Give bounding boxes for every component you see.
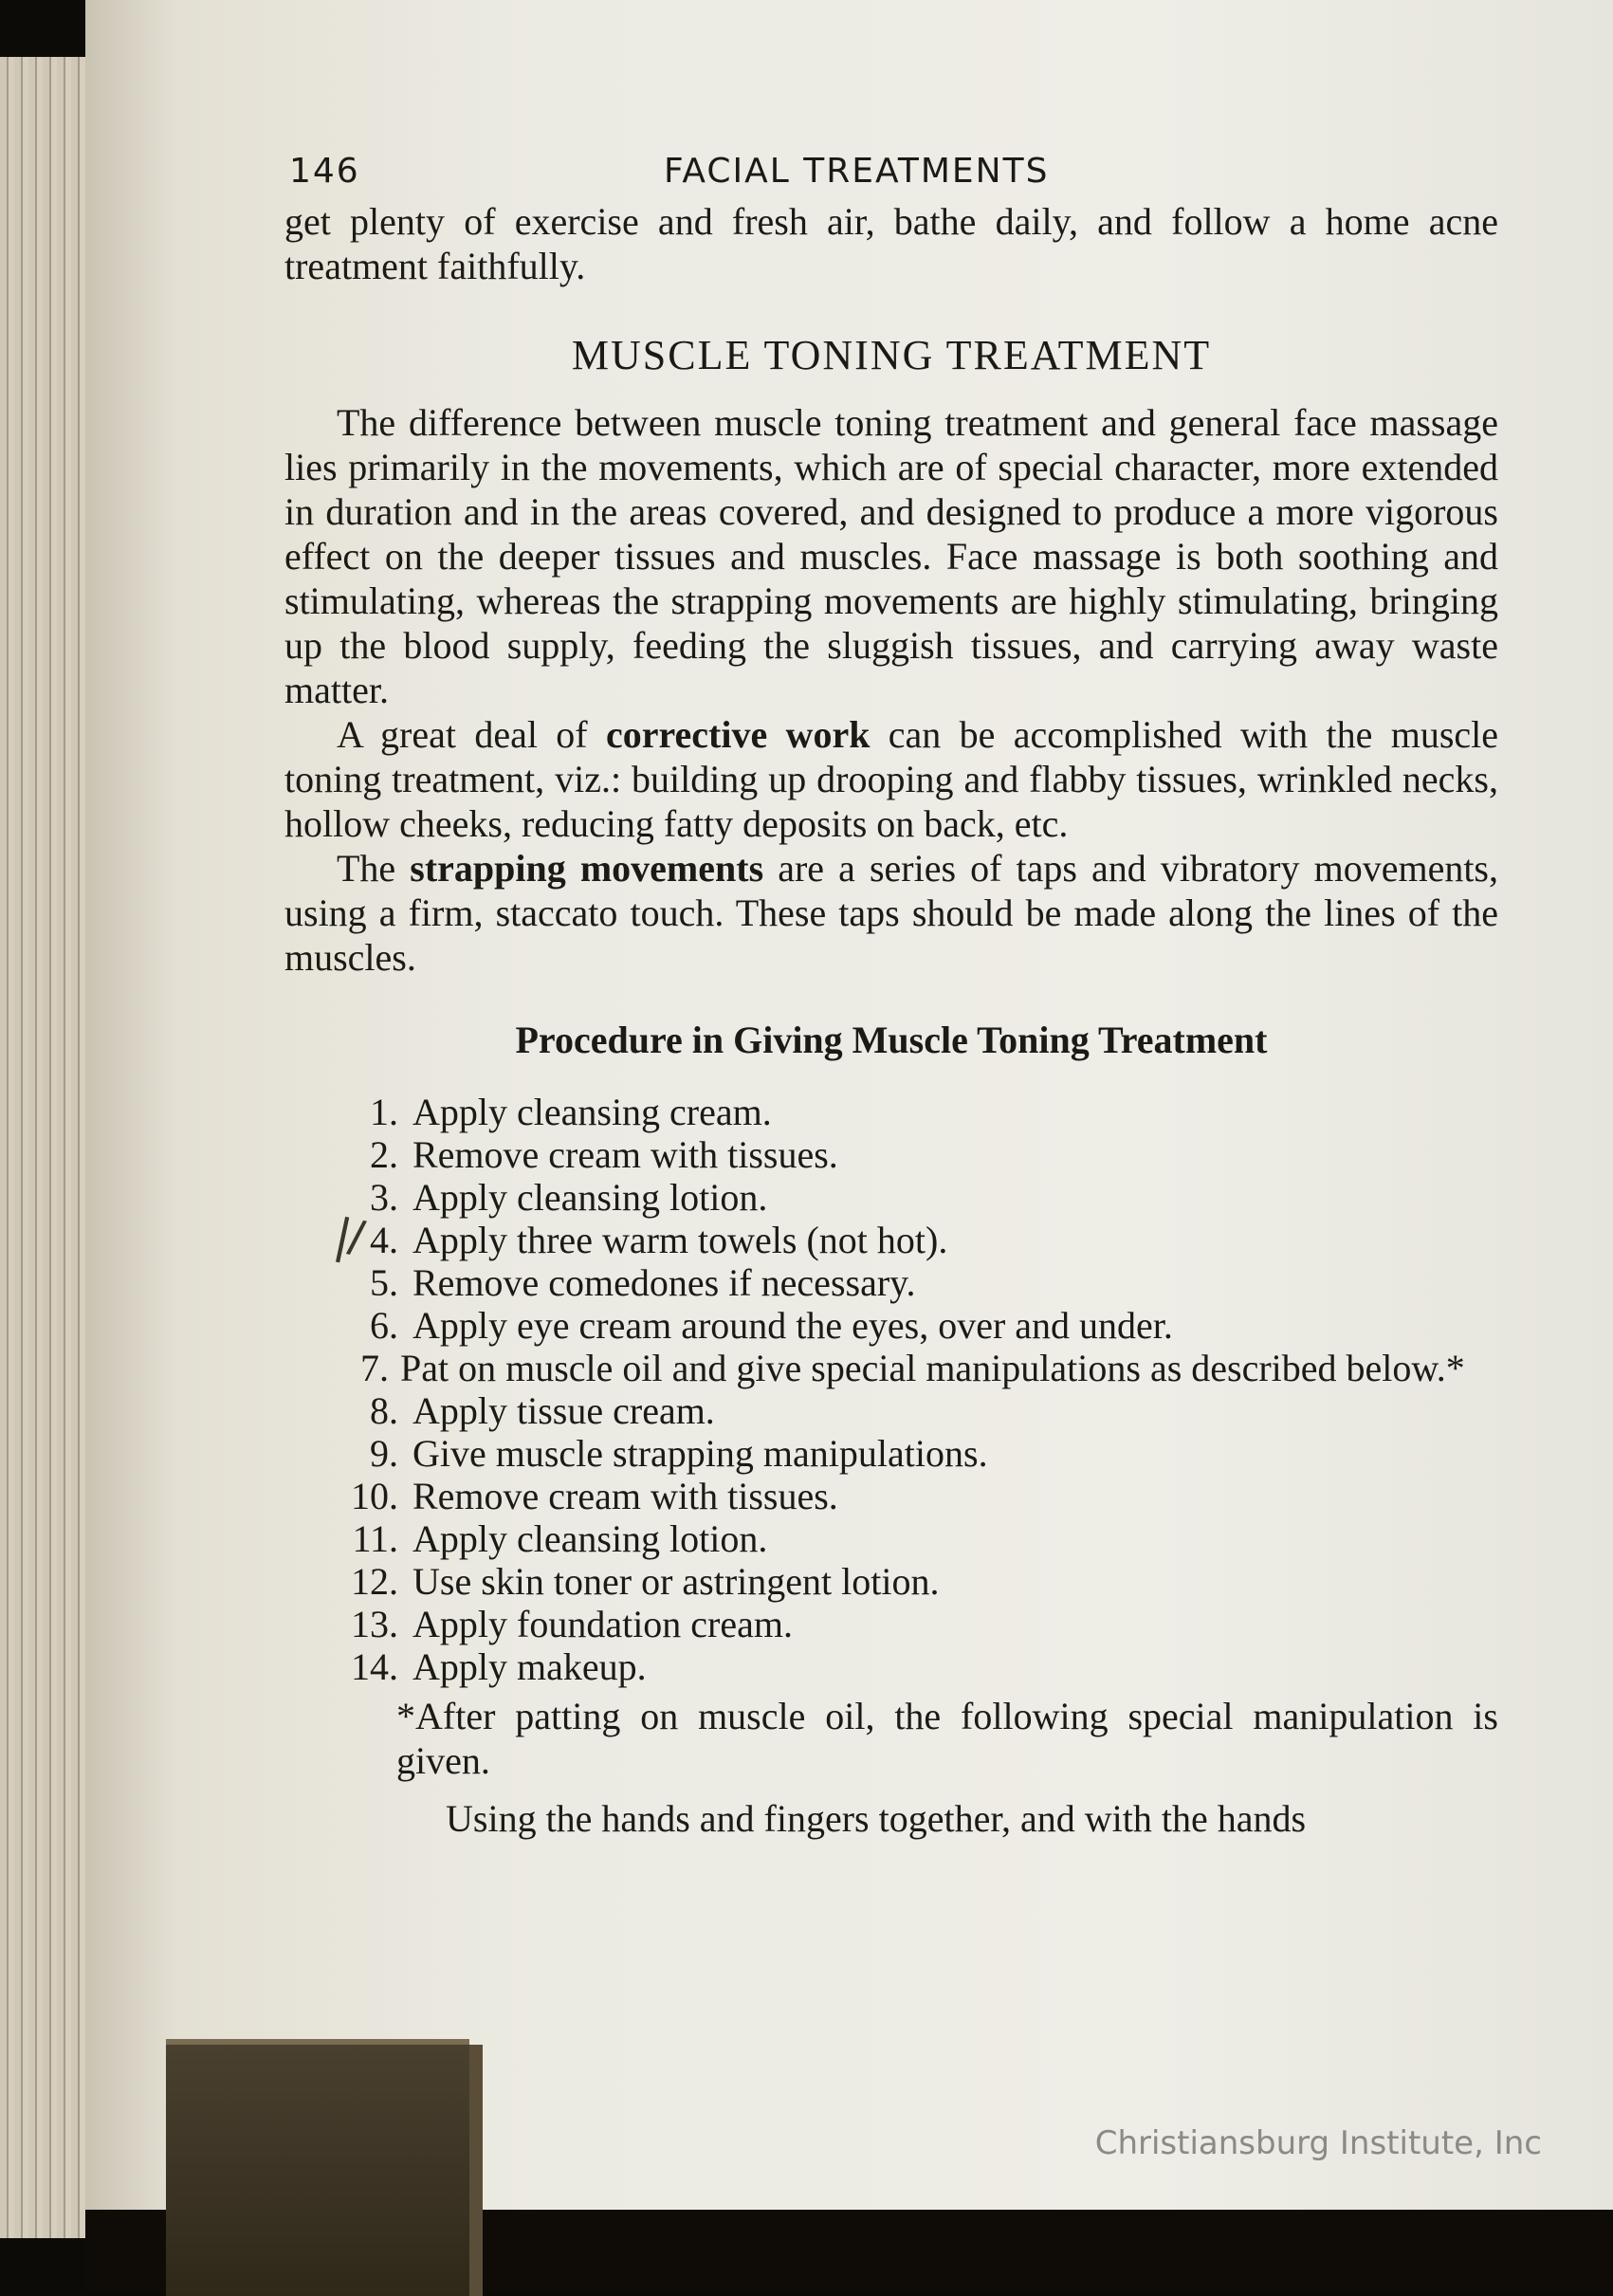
step-number: 9.	[370, 1432, 398, 1475]
step-number: 12.	[351, 1560, 398, 1603]
page-number: 146	[289, 152, 360, 191]
step-number: 3.	[370, 1176, 398, 1219]
paragraph-2-post: can be accomplished with the muscle toning treatment, viz.: building up drooping and flabby tissues, wrinkled necks, hollow cheeks, reducing fatty deposits on back, etc.	[284, 713, 1499, 845]
paragraph-3-pre: The	[337, 847, 411, 890]
step-number: 7.	[360, 1347, 389, 1389]
step-number: 13.	[351, 1603, 398, 1645]
step-text: Give muscle strapping manipulations.	[412, 1432, 988, 1475]
procedure-steps	[284, 1091, 1498, 1688]
step-text: Remove cream with tissues.	[412, 1475, 838, 1517]
paragraph-3-post: are a series of taps and vibratory movements, using a firm, staccato touch. These taps should be made along the lines of the muscles.	[284, 847, 1499, 979]
step-number: 2.	[370, 1133, 398, 1176]
running-title: FACIAL TREATMENTS	[664, 152, 1050, 191]
step-text: Apply makeup.	[412, 1645, 647, 1688]
paragraph-2	[284, 712, 1498, 846]
paragraph-2-pre: A great deal of	[337, 713, 606, 756]
intro-paragraph: get plenty of exercise and fresh air, bathe daily, and follow a home acne treatment faithfully.	[284, 200, 1498, 287]
watermark: Christiansburg Institute, Inc	[1094, 2124, 1542, 2162]
step-text: Apply three warm towels (not hot).	[412, 1219, 948, 1261]
list-item	[284, 1475, 1498, 1517]
list-item	[284, 1091, 1498, 1133]
step-number: 10.	[351, 1475, 398, 1517]
step-text: Apply eye cream around the eyes, over and under.	[412, 1304, 1173, 1347]
list-item	[284, 1176, 1498, 1219]
step-text: Remove cream with tissues.	[412, 1133, 838, 1176]
list-item	[284, 1517, 1498, 1560]
paragraph-2-bold: corrective work	[605, 713, 871, 756]
paragraph-1: The difference between muscle toning treatment and general face massage lies primarily in the movements, which are of special character, more extended in duration and in the areas covered, and designed to produce a more vigorous effect on the deeper tissues and muscles. Face massage is both soothing and stimulating, whereas the strapping movements are highly stimulating, bringing up the blood supply, feeding the sluggish tissues, and carrying away waste matter.	[284, 401, 1498, 711]
step-text: Remove comedones if necessary.	[412, 1261, 916, 1304]
running-head	[284, 142, 1498, 199]
step-number: 6.	[370, 1304, 398, 1347]
step-number: 4.	[370, 1219, 398, 1261]
step-text: Apply cleansing cream.	[412, 1091, 772, 1133]
step-text: Apply tissue cream.	[412, 1389, 715, 1432]
book-tab	[166, 2039, 469, 2296]
step-number: 1.	[370, 1091, 398, 1133]
step-text: Apply cleansing lotion.	[412, 1176, 768, 1219]
step-number: 11.	[352, 1517, 398, 1560]
step-text: Pat on muscle oil and give special manipulations as described below.*	[400, 1347, 1465, 1389]
step-text: Apply cleansing lotion.	[412, 1517, 768, 1560]
continuation-text: Using the hands and fingers together, and with the hands	[446, 1797, 1307, 1840]
list-item	[284, 1304, 1498, 1347]
paragraph-3-bold: strapping movements	[410, 847, 764, 890]
margin-check-mark: |/	[331, 1207, 369, 1268]
procedure-title: Procedure in Giving Muscle Toning Treatment	[515, 1019, 1268, 1061]
step-number: 8.	[370, 1389, 398, 1432]
list-item	[284, 1347, 1498, 1389]
list-item	[284, 1261, 1498, 1304]
list-item	[284, 1645, 1498, 1688]
paragraph-3	[284, 846, 1498, 980]
page-content	[284, 142, 1498, 1841]
list-item	[284, 1389, 1498, 1432]
step-text: Use skin toner or astringent lotion.	[412, 1560, 940, 1603]
step-text: Apply foundation cream.	[412, 1603, 793, 1645]
list-item	[284, 1560, 1498, 1603]
footnote: *After patting on muscle oil, the following special manipulation is given.	[396, 1695, 1498, 1782]
list-item	[284, 1219, 1498, 1261]
step-number: 14.	[351, 1645, 398, 1688]
list-item	[284, 1603, 1498, 1645]
section-title: MUSCLE TONING TREATMENT	[571, 332, 1212, 378]
list-item	[284, 1432, 1498, 1475]
step-number: 5.	[370, 1261, 398, 1304]
list-item	[284, 1133, 1498, 1176]
